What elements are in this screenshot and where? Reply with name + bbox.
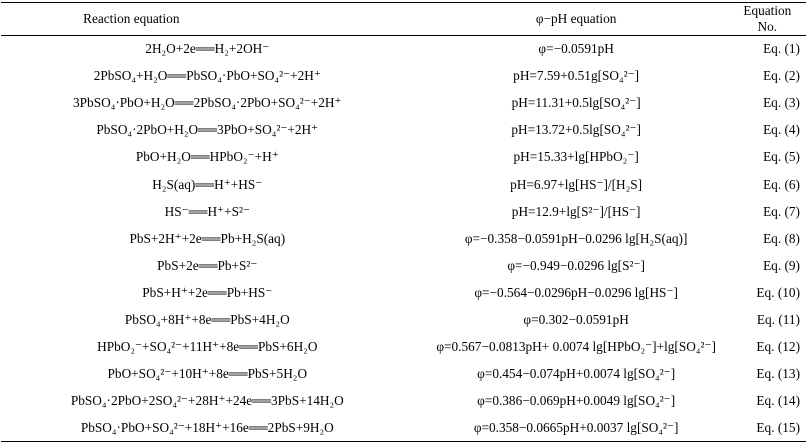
equation-cell: pH=6.97+lg[HS⁻]/[H₂S] — [510, 176, 643, 192]
number-cell: Eq. (1) — [763, 41, 800, 57]
number-cell: Eq. (11) — [756, 311, 800, 327]
table-row — [1, 361, 806, 388]
table-row — [1, 225, 806, 252]
number-cell: Eq. (5) — [763, 149, 800, 165]
table-row — [1, 63, 806, 90]
table-row — [1, 279, 806, 306]
reaction-cell: HPbO₂⁻+SO₄²⁻+11H⁺+8e══PbS+6H₂O — [97, 339, 318, 355]
number-cell: Eq. (3) — [763, 95, 800, 111]
table-row — [1, 144, 806, 171]
reaction-cell: PbS+2H⁺+2e══Pb+H₂S(aq) — [129, 230, 286, 246]
header-phi-ph-equation: φ−pH equation — [535, 11, 617, 26]
table-row — [1, 306, 806, 333]
equation-cell: pH=12.9+lg[S²⁻]/[HS⁻] — [511, 203, 641, 219]
number-cell: Eq. (6) — [763, 176, 800, 192]
equation-cell: φ=−0.949−0.0296 lg[S²⁻] — [507, 257, 645, 273]
table-row — [1, 117, 806, 144]
table-row — [1, 198, 806, 225]
reaction-cell: PbSO₄·2PbO+H₂O══3PbO+SO₄²⁻+2H⁺ — [96, 122, 319, 138]
equation-cell: pH=15.33+lg[HPbO₂⁻] — [513, 149, 639, 165]
number-cell: Eq. (10) — [756, 284, 800, 300]
reaction-cell: HS⁻══H⁺+S²⁻ — [164, 203, 250, 219]
reaction-cell: PbO+H₂O══HPbO₂⁻+H⁺ — [135, 149, 279, 165]
table-row — [1, 388, 806, 415]
number-cell: Eq. (8) — [763, 230, 800, 246]
number-cell: Eq. (9) — [763, 257, 800, 273]
header-equation-number: Equation No. — [743, 3, 792, 34]
equation-cell: φ=−0.358−0.0591pH−0.0296 lg[H₂S(aq)] — [464, 230, 688, 246]
equation-cell: φ=0.454−0.074pH+0.0074 lg[SO₄²⁻] — [477, 366, 676, 382]
equation-cell: φ=−0.0591pH — [538, 41, 614, 57]
header-row — [1, 3, 806, 36]
equation-cell: φ=0.358−0.0665pH+0.0037 lg[SO₄²⁻] — [473, 420, 679, 436]
table-header — [1, 3, 806, 36]
number-cell: Eq. (4) — [763, 122, 800, 138]
equation-cell: φ=0.302−0.0591pH — [523, 311, 629, 327]
reaction-cell: PbSO₄+8H⁺+8e══PbS+4H₂O — [124, 311, 290, 327]
equation-cell: pH=13.72+0.5lg[SO₄²⁻] — [511, 122, 641, 138]
header-reaction-equation: Reaction equation — [83, 11, 180, 26]
reaction-cell: PbSO₄·2PbO+2SO₄²⁻+28H⁺+24e══3PbS+14H₂O — [70, 393, 344, 409]
reaction-cell: 2PbSO₄+H₂O══PbSO₄·PbO+SO₄²⁻+2H⁺ — [93, 68, 321, 84]
table-row — [1, 252, 806, 279]
reaction-cell: PbSO₄·PbO+SO₄²⁻+18H⁺+16e══2PbS+9H₂O — [80, 420, 334, 436]
equation-cell: pH=7.59+0.51g[SO₄²⁻] — [513, 68, 640, 84]
reaction-cell: 3PbSO₄·PbO+H₂O══2PbSO₄·2PbO+SO₄²⁻+2H⁺ — [73, 95, 342, 111]
table-row — [1, 36, 806, 63]
number-cell: Eq. (7) — [763, 203, 800, 219]
table-row — [1, 415, 806, 442]
equation-cell: φ=0.567−0.0813pH+ 0.0074 lg[HPbO₂⁻]+lg[SO₄²⁻] — [436, 339, 716, 355]
equation-cell: φ=−0.564−0.0296pH−0.0296 lg[HS⁻] — [474, 284, 678, 300]
reaction-cell: H₂S(aq)══H⁺+HS⁻ — [152, 176, 263, 192]
number-cell: Eq. (2) — [763, 68, 800, 84]
number-cell: Eq. (15) — [756, 420, 800, 436]
table-row — [1, 90, 806, 117]
reaction-cell: 2H₂O+2e══H₂+2OH⁻ — [145, 41, 270, 57]
number-cell: Eq. (13) — [756, 366, 800, 382]
reaction-cell: PbS+2e══Pb+S²⁻ — [157, 257, 258, 273]
number-cell: Eq. (12) — [756, 339, 800, 355]
table-row — [1, 171, 806, 198]
equation-cell: φ=0.386−0.069pH+0.0049 lg[SO₄²⁻] — [477, 393, 676, 409]
reaction-cell: PbO+SO₄²⁻+10H⁺+8e══PbS+5H₂O — [107, 366, 308, 382]
table-body — [1, 36, 806, 442]
reaction-cell: PbS+H⁺+2e══Pb+HS⁻ — [142, 284, 273, 300]
equation-cell: pH=11.31+0.5lg[SO₄²⁻] — [511, 95, 641, 111]
number-cell: Eq. (14) — [756, 393, 800, 409]
equations-table — [1, 2, 806, 442]
table-row — [1, 334, 806, 361]
